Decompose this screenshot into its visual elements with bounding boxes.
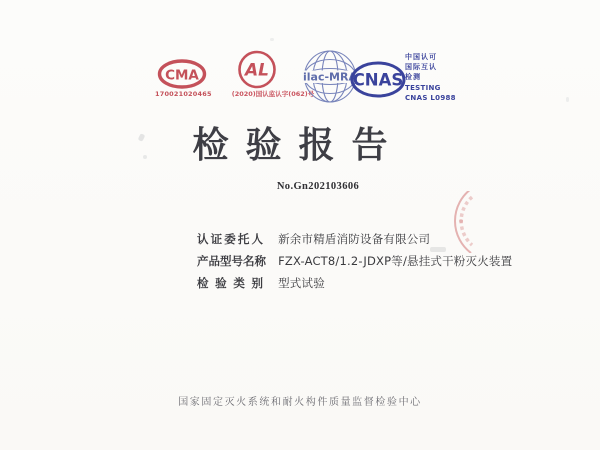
scan-artifact	[566, 97, 569, 102]
field-value: 型式试验	[278, 276, 325, 290]
page-title: 检验报告	[192, 125, 405, 166]
cma-logo	[157, 59, 207, 90]
field-label: 产品型号名称	[197, 254, 266, 268]
report-number: No.Gn202103606	[276, 181, 360, 192]
scan-artifact	[270, 38, 274, 41]
scan-artifact	[143, 155, 147, 159]
cma-oval-icon	[157, 59, 207, 90]
cnas-line: 国际互认	[405, 63, 437, 72]
scan-artifact	[430, 247, 446, 252]
seal-arc-icon	[431, 191, 477, 253]
field-value: 新余市精盾消防设备有限公司	[278, 232, 431, 246]
cnas-line: 检测	[405, 73, 421, 82]
ilac-mra-label: ilac-MRA	[303, 70, 357, 84]
field-label: 检验类别	[197, 276, 263, 290]
field-label: 认证委托人	[197, 232, 263, 246]
cnas-line: TESTING	[405, 83, 441, 92]
cnas-line: CNAS L0988	[405, 93, 456, 102]
cnas-ellipse-icon	[350, 58, 408, 101]
cal-logo	[236, 50, 278, 90]
cma-certificate-number: 170021020465	[155, 90, 212, 98]
cnas-accreditation-text	[405, 52, 465, 103]
field-row-inspection-type	[197, 275, 325, 294]
cnas-label: CNAS	[352, 70, 404, 90]
field-row-client	[197, 231, 430, 250]
cma-label: CMA	[165, 67, 199, 84]
issuing-center-name: 国家固定灭火系统和耐火构件质量监督检验中心	[178, 397, 422, 408]
field-value: FZX-ACT8/1.2-JDXP等/悬挂式干粉灭火装置	[278, 254, 513, 268]
cal-label: AL	[245, 60, 269, 81]
cnas-line: 中国认可	[405, 53, 437, 61]
cnas-logo	[350, 58, 408, 101]
cal-circle-icon	[236, 50, 278, 90]
cal-caption: (2020)国认监认字(062)号	[231, 90, 315, 98]
